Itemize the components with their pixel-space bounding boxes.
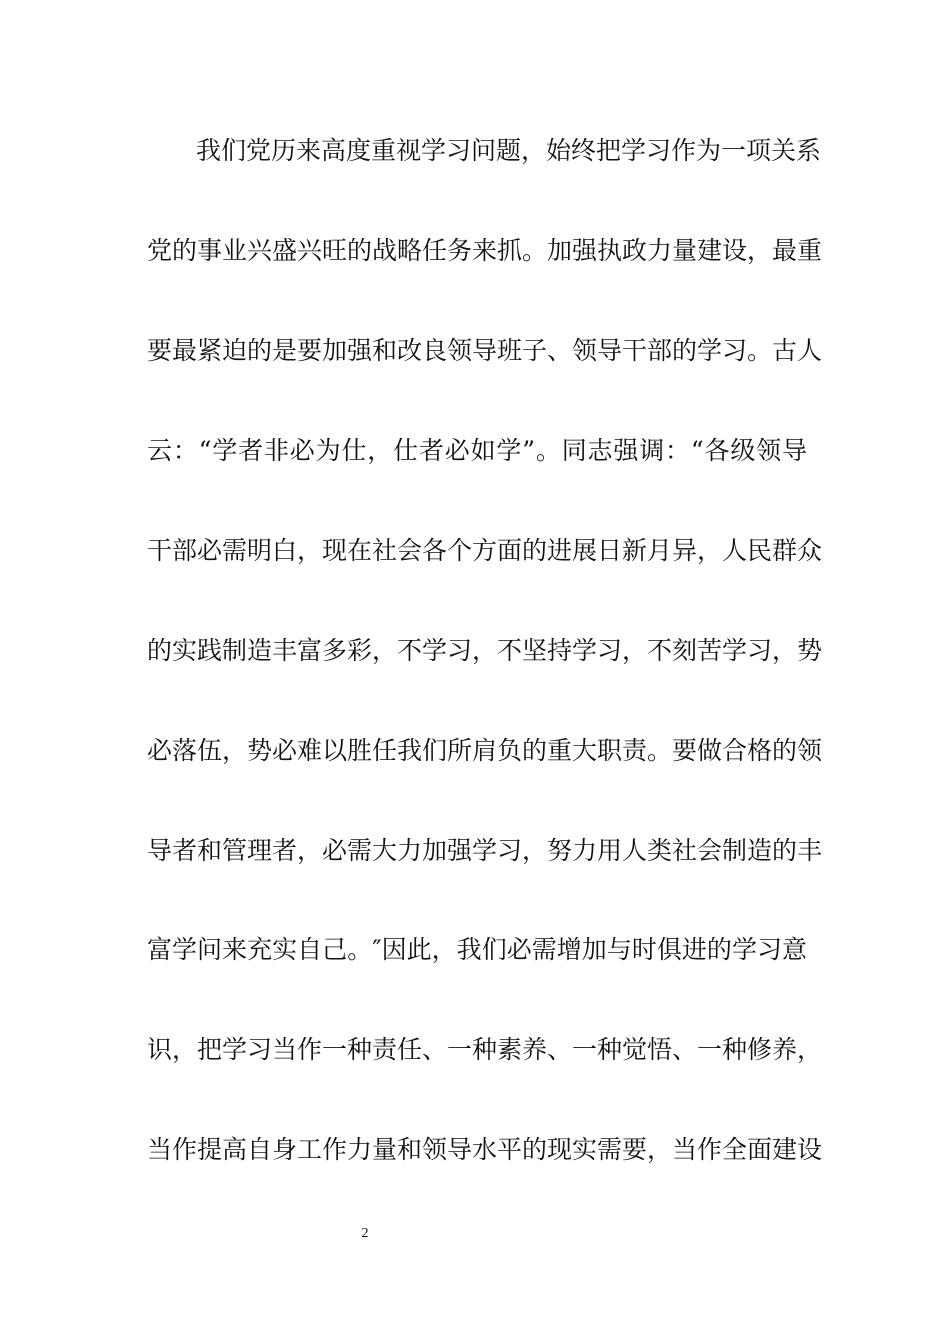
text-line: 识，把学习当作一种责任、一种素养、一种觉悟、一种修养， (147, 1035, 823, 1064)
text-line: 干部必需明白，现在社会各个方面的进展日新月异，人民群众 (147, 536, 823, 565)
text-line: 富学问来充实自己。″因此，我们必需增加与时俱进的学习意 (147, 935, 807, 964)
text-line: 云：“学者非必为仕，仕者必如学”。同志强调：“各级领导 (147, 436, 807, 465)
text-line: 导者和管理者，必需大力加强学习，努力用人类社会制造的丰 (147, 836, 823, 865)
text-line: 必落伍，势必难以胜任我们所肩负的重大职责。要做合格的领 (147, 736, 823, 765)
text-line: 的实践制造丰富多彩，不学习，不坚持学习，不刻苦学习，势 (147, 636, 823, 665)
text-line: 要最紧迫的是要加强和改良领导班子、领导干部的学习。古人 (147, 336, 823, 365)
text-line: 当作提高自身工作力量和领导水平的现实需要，当作全面建设 (147, 1135, 823, 1164)
page-number: 2 (361, 1226, 369, 1241)
text-line: 我们党历来高度重视学习问题，始终把学习作为一项关系 (196, 136, 822, 165)
text-line: 党的事业兴盛兴旺的战略任务来抓。加强执政力量建设，最重 (147, 236, 823, 265)
